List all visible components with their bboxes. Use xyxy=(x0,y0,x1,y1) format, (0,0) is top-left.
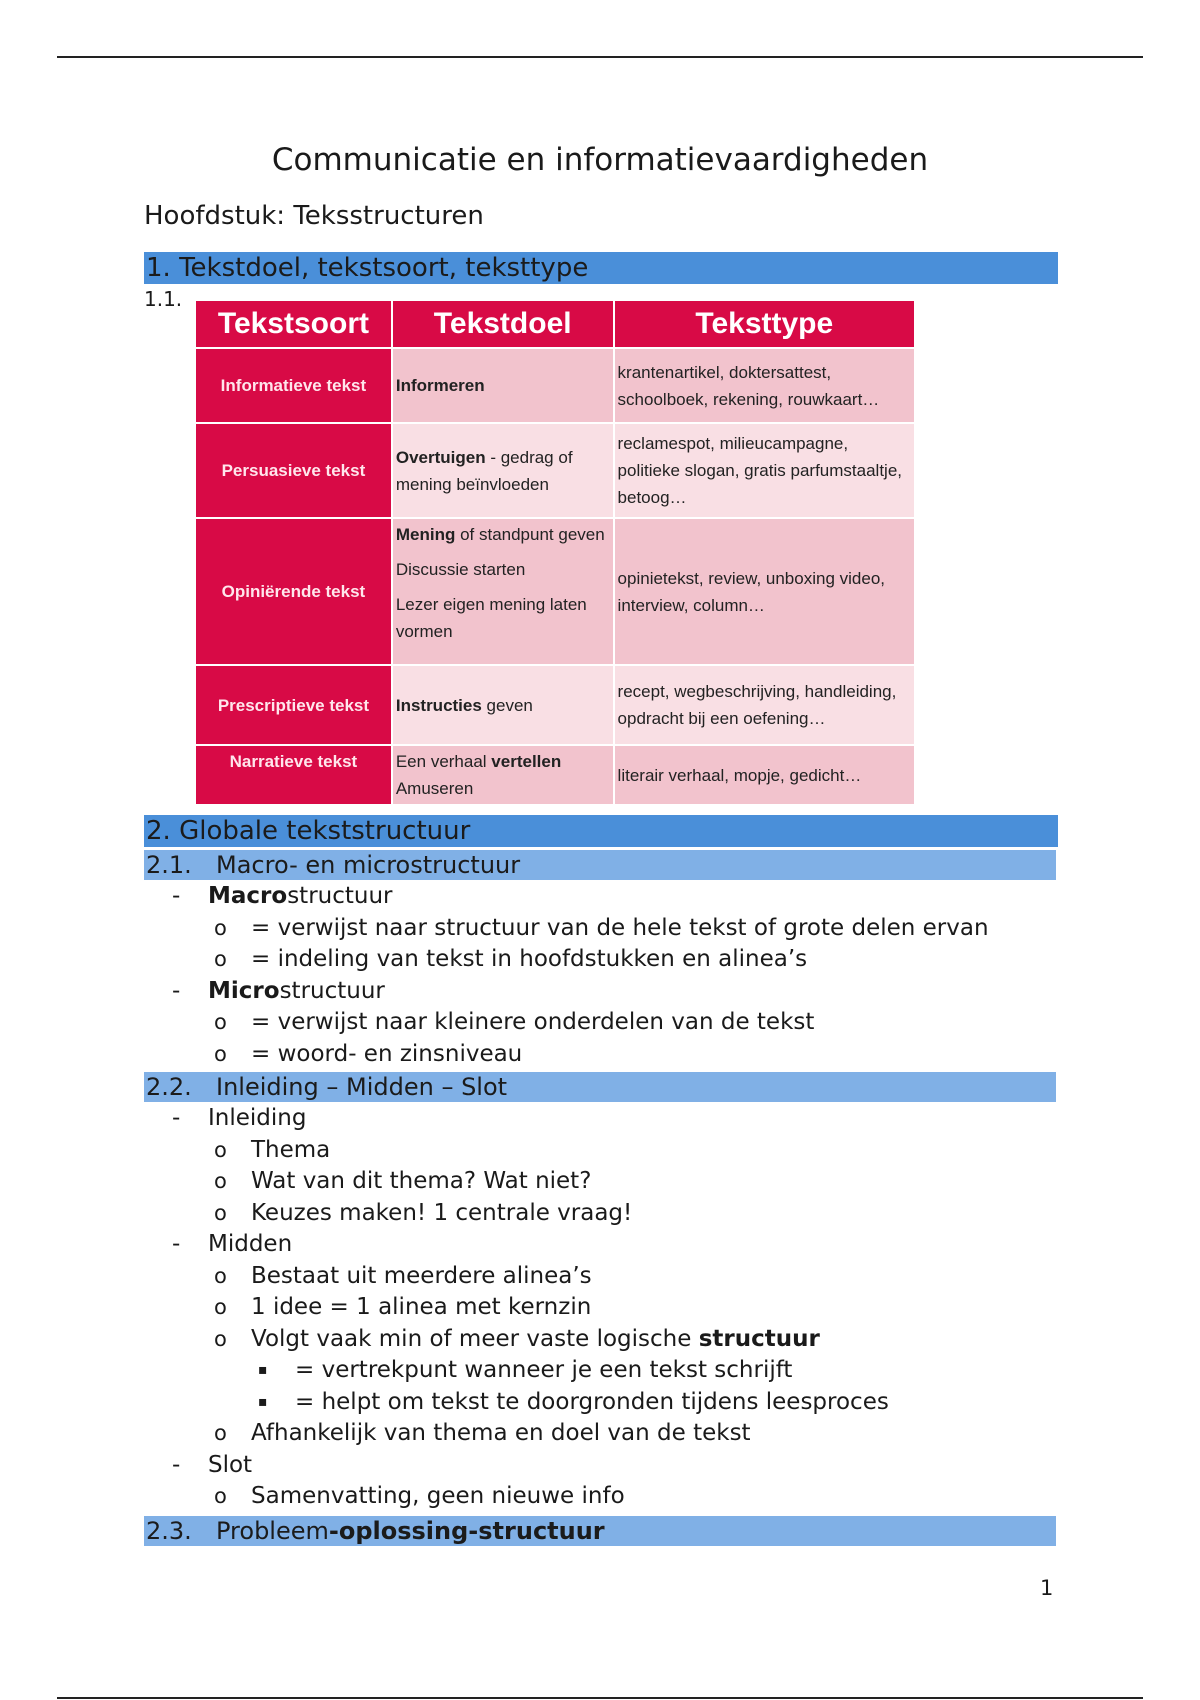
bullet-list xyxy=(144,881,1056,1070)
document-title: Communicatie en informatievaardigheden xyxy=(271,142,929,178)
table-header-row xyxy=(196,301,915,348)
footer-rule xyxy=(57,1697,1143,1699)
table-cell-soort: Prescriptieve tekst xyxy=(196,665,392,745)
table-cell-soort: Narratieve tekst xyxy=(196,745,392,805)
page-number: 1 xyxy=(1040,1576,1054,1600)
list-item: o Bestaat uit meerdere alinea’s xyxy=(214,1262,592,1289)
section-1-heading: 1. Tekstdoel, tekstsoort, teksttype xyxy=(144,252,1058,284)
table-cell-soort: Informatieve tekst xyxy=(196,348,392,423)
subsection-1-1-label: 1.1. xyxy=(144,287,183,311)
list-item: o 1 idee = 1 alinea met kernzin xyxy=(214,1294,592,1320)
table-cell-soort: Persuasieve tekst xyxy=(196,423,392,518)
list-item: ▪ = vertrekpunt wanneer je een tekst schrijft xyxy=(258,1357,793,1383)
subsection-2-3-heading: 2.3. Probleem-oplossing-structuur xyxy=(144,1516,1056,1546)
table-row xyxy=(196,745,915,805)
table-cell-doel: Mening of standpunt geven Discussie starten Lezer eigen mening laten vormen xyxy=(392,518,614,665)
list-item: o Keuzes maken! 1 centrale vraag! xyxy=(214,1199,633,1226)
list-item: o Volgt vaak min of meer vaste logische structuur xyxy=(214,1325,820,1352)
list-item: o = verwijst naar kleinere onderdelen van de tekst xyxy=(214,1009,815,1035)
table-row xyxy=(196,423,915,518)
list-item: o = verwijst naar structuur van de hele tekst of grote delen ervan xyxy=(214,914,989,941)
list-item: o Samenvatting, geen nieuwe info xyxy=(214,1483,625,1509)
list-item: - Slot xyxy=(172,1451,253,1478)
table-header-cell: Tekstdoel xyxy=(392,301,614,348)
subsection-2-1-heading: 2.1. Macro- en microstructuur xyxy=(144,850,1056,880)
section-2-heading: 2. Globale tekststructuur xyxy=(144,815,1058,847)
table-cell-doel: Een verhaal vertellen Amuseren xyxy=(392,745,614,805)
chapter-title: Hoofdstuk: Teksstructuren xyxy=(144,201,484,231)
table-cell-type: opinietekst, review, unboxing video, interview, column… xyxy=(614,518,915,665)
list-item: - Inleiding xyxy=(172,1105,307,1131)
subsection-2-1 xyxy=(144,850,1056,1070)
subsection-2-2 xyxy=(144,1072,1056,1513)
table-row xyxy=(196,348,915,423)
table-cell-type: krantenartikel, doktersattest, schoolboek, rekening, rouwkaart… xyxy=(614,348,915,423)
list-item: o = woord- en zinsniveau xyxy=(214,1040,523,1067)
list-item: o Thema xyxy=(214,1136,331,1163)
table-cell-doel: Informeren xyxy=(392,348,614,423)
table-cell-type: literair verhaal, mopje, gedicht… xyxy=(614,745,915,805)
list-item: - Midden xyxy=(172,1231,293,1257)
text-types-table xyxy=(196,301,916,806)
table-cell-type: recept, wegbeschrijving, handleiding, opdracht bij een oefening… xyxy=(614,665,915,745)
table-cell-type: reclamespot, milieucampagne, politieke slogan, gratis parfumstaaltje, betoog… xyxy=(614,423,915,518)
table-row xyxy=(196,665,915,745)
bullet-list xyxy=(144,1103,1056,1513)
table-cell-soort: Opiniërende tekst xyxy=(196,518,392,665)
subsection-2-3 xyxy=(144,1516,1056,1546)
table-row xyxy=(196,518,915,665)
list-item: - Macrostructuur xyxy=(172,883,393,909)
table-header-cell: Tekstsoort xyxy=(196,301,392,348)
table-cell-doel: Overtuigen - gedrag of mening beïnvloeden xyxy=(392,423,614,518)
list-item: ▪ = helpt om tekst te doorgronden tijdens leesproces xyxy=(258,1388,889,1415)
list-item: o Afhankelijk van thema en doel van de tekst xyxy=(214,1420,751,1446)
table-cell-doel: Instructies geven xyxy=(392,665,614,745)
list-item: o = indeling van tekst in hoofdstukken en alinea’s xyxy=(214,946,808,972)
table-header-cell: Teksttype xyxy=(614,301,915,348)
list-item: - Microstructuur xyxy=(172,977,385,1004)
list-item: o Wat van dit thema? Wat niet? xyxy=(214,1168,592,1194)
subsection-2-2-heading: 2.2. Inleiding – Midden – Slot xyxy=(144,1072,1056,1102)
header-rule xyxy=(57,56,1143,58)
